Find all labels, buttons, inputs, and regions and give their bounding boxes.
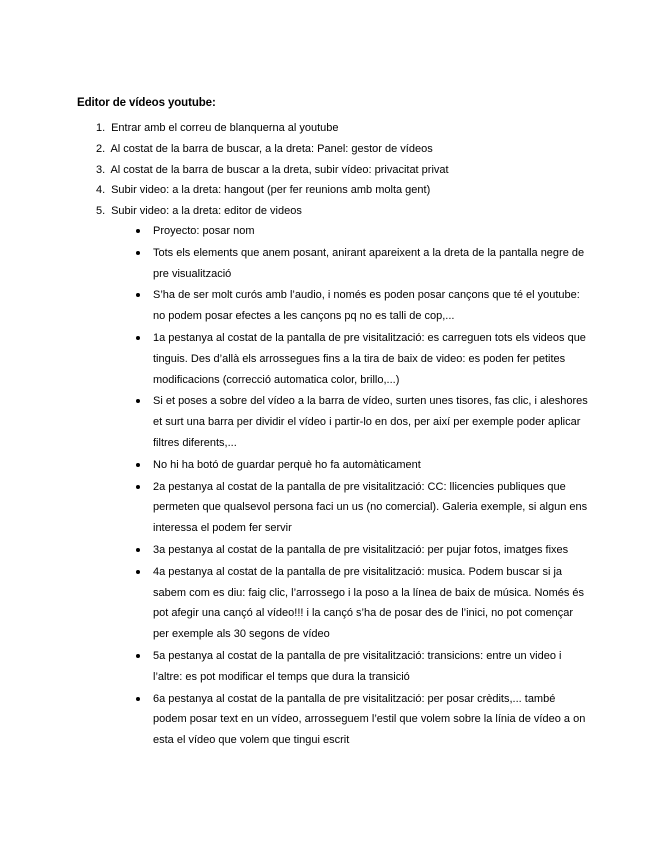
detail-text: 1a pestanya al costat de la pantalla de pre visitalització: es carreguen tots els videos que tinguis. Des d’allà els arrossegues fins a la tira de baix de video: es poden fer petites modificacions (correcció automatica color, brillo,...) bbox=[153, 331, 586, 386]
bullet-icon bbox=[136, 336, 140, 340]
detail-item bbox=[132, 285, 592, 327]
document-title: Editor de vídeos youtube: bbox=[77, 97, 216, 109]
detail-item bbox=[132, 391, 592, 453]
detail-text: S’ha de ser molt curós amb l’audio, i només es poden posar cançons que té el youtube: no podem posar efectes a les cançons pq no es talli de cop,... bbox=[153, 289, 580, 323]
step-number: 2. bbox=[96, 142, 106, 155]
detail-text: No hi ha botó de guardar perquè ho fa automàticament bbox=[153, 458, 421, 471]
detail-item bbox=[132, 562, 592, 645]
bullet-icon bbox=[136, 251, 140, 255]
step-text: Entrar amb el correu de blanquerna al youtube bbox=[111, 122, 339, 134]
step-item bbox=[96, 180, 616, 201]
detail-text: 6a pestanya al costat de la pantalla de pre visitalització: per posar crèdits,... també podem posar text en un vídeo, arrosseguem l’estil que volem sobre la línia de vídeo a on esta el vídeo que volem que tingui escrit bbox=[153, 692, 586, 747]
bullet-icon bbox=[136, 548, 140, 552]
details-list bbox=[132, 221, 592, 752]
detail-item bbox=[132, 243, 592, 285]
bullet-icon bbox=[136, 570, 140, 574]
step-text: Al costat de la barra de buscar, a la dreta: Panel: gestor de vídeos bbox=[110, 142, 433, 155]
steps-list bbox=[96, 118, 616, 222]
step-item bbox=[96, 139, 616, 160]
bullet-icon bbox=[136, 293, 140, 297]
step-number: 5. bbox=[96, 205, 106, 218]
bullet-icon bbox=[136, 654, 140, 658]
step-item bbox=[96, 118, 616, 139]
detail-text: Proyecto: posar nom bbox=[153, 225, 255, 237]
detail-item bbox=[132, 540, 592, 561]
detail-text: Tots els elements que anem posant, anirant apareixent a la dreta de la pantalla negre de pre visualització bbox=[153, 246, 585, 280]
detail-text: 3a pestanya al costat de la pantalla de pre visitalització: per pujar fotos, imatges fixes bbox=[153, 543, 569, 556]
detail-text: Si et poses a sobre del vídeo a la barra de vídeo, surten unes tisores, fas clic, i aleshores et surt una barra per dividir el vídeo i partir-lo en dos, per així per exemple poder aplicar filtres diferents,... bbox=[153, 395, 588, 449]
step-number: 4. bbox=[96, 184, 106, 197]
detail-item bbox=[132, 689, 592, 751]
step-item bbox=[96, 201, 616, 222]
bullet-icon bbox=[136, 399, 140, 403]
detail-item bbox=[132, 221, 592, 242]
step-text: Subir video: a la dreta: hangout (per fer reunions amb molta gent) bbox=[111, 184, 431, 197]
step-number: 1. bbox=[96, 122, 106, 134]
detail-item bbox=[132, 328, 592, 390]
bullet-icon bbox=[136, 697, 140, 701]
step-text: Subir video: a la dreta: editor de videos bbox=[111, 205, 302, 218]
detail-text: 5a pestanya al costat de la pantalla de pre visitalització: transicions: entre un video i l’altre: es pot modificar el temps que dura la transició bbox=[153, 649, 562, 683]
bullet-icon bbox=[136, 485, 140, 489]
step-item bbox=[96, 160, 616, 181]
detail-item bbox=[132, 646, 592, 688]
detail-text: 2a pestanya al costat de la pantalla de pre visitalització: CC: llicencies publiques que permeten que qualsevol persona faci un us (no comercial). Galeria exemple, si algun ens interessa el podem fer servir bbox=[153, 480, 588, 535]
detail-item bbox=[132, 455, 592, 476]
bullet-icon bbox=[136, 463, 140, 467]
detail-text: 4a pestanya al costat de la pantalla de pre visitalització: musica. Podem buscar si ja sabem com es diu: faig clic, l’arrossego i la poso a la línea de baix de música. Només és pot afegir una cançó al vídeo!!! i la cançó s’ha de posar des de l’inici, no pot començar per exemple als 30 segons de vídeo bbox=[153, 565, 585, 641]
bullet-icon bbox=[136, 229, 140, 233]
step-text: Al costat de la barra de buscar a la dreta, subir vídeo: privacitat privat bbox=[110, 163, 449, 176]
detail-item bbox=[132, 477, 592, 539]
step-number: 3. bbox=[96, 163, 106, 176]
